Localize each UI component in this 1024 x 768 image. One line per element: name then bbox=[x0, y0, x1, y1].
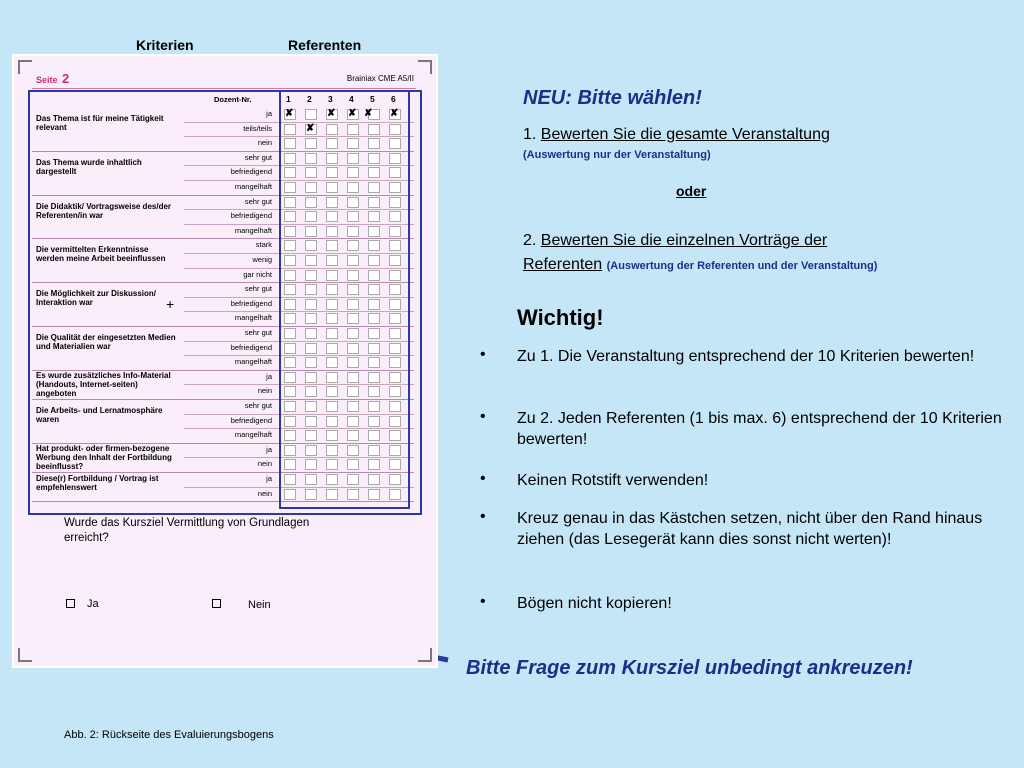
criterion-text: Die Möglichkeit zur Diskussion/ Interaktion war bbox=[36, 289, 157, 308]
instruction-item: Bögen nicht kopieren! bbox=[517, 595, 672, 612]
option-label: sehr gut bbox=[244, 328, 272, 337]
option-label: sehr gut bbox=[244, 196, 272, 206]
dozent-number: 5 bbox=[370, 94, 375, 104]
dozent-number: 3 bbox=[328, 94, 333, 104]
corner-mark bbox=[418, 60, 432, 74]
label-ja: Ja bbox=[87, 598, 99, 610]
option-label: mangelhaft bbox=[234, 182, 272, 191]
dozent-number: 6 bbox=[391, 94, 396, 104]
criterion-text: Die Arbeits- und Lernatmosphäre waren bbox=[36, 405, 163, 424]
dozent-number: 4 bbox=[349, 94, 354, 104]
option-label: ja bbox=[266, 474, 272, 483]
option-label: mangelhaft bbox=[234, 225, 272, 235]
checkbox-ja[interactable] bbox=[66, 599, 75, 608]
evaluation-form bbox=[14, 56, 436, 666]
instruction-item: Kreuz genau in das Kästchen setzen, nicht über den Rand hinaus ziehen (das Lesegerät kann dies sonst nicht werten)! bbox=[517, 510, 983, 548]
plus-mark: + bbox=[166, 296, 175, 312]
option-1: 1. Bewerten Sie die gesamte Veranstaltung bbox=[523, 126, 830, 143]
option-label: stark bbox=[255, 240, 272, 250]
criterion-text: Die Qualität der eingesetzten Medien und Materialien war bbox=[36, 332, 176, 351]
label-nein: Nein bbox=[248, 599, 271, 611]
checkbox-nein[interactable] bbox=[212, 599, 221, 608]
criterion-text: Die vermittelten Erkenntnisse werden meine Arbeit beeinflussen bbox=[36, 245, 166, 264]
instruction-item: Zu 1. Die Veranstaltung entsprechend der 10 Kriterien bewerten! bbox=[517, 348, 975, 365]
bullet-icon: • bbox=[480, 593, 486, 610]
option-label: mangelhaft bbox=[234, 430, 272, 440]
seite-label: Seite bbox=[36, 75, 58, 85]
seite-number: 2 bbox=[62, 71, 70, 86]
referenten-frame bbox=[279, 90, 410, 509]
check-mark-icon: ✘ bbox=[327, 108, 336, 119]
label-kriterien: Kriterien bbox=[136, 37, 194, 53]
check-mark-icon: ✘ bbox=[306, 122, 315, 134]
wichtig-title: Wichtig! bbox=[517, 305, 604, 330]
bullet-icon: • bbox=[480, 470, 486, 487]
option-label: befriedigend bbox=[230, 211, 272, 221]
criterion-text: Es wurde zusätzliches Info-Material (Handouts, Internet-seiten) angeboten bbox=[36, 371, 171, 399]
option-label: sehr gut bbox=[244, 401, 272, 410]
option-label: nein bbox=[257, 459, 272, 469]
check-mark-icon: ✘ bbox=[390, 108, 399, 119]
label-referenten: Referenten bbox=[288, 37, 362, 53]
option-label: nein bbox=[257, 386, 272, 396]
dozent-header: Dozent-Nr. bbox=[214, 95, 252, 104]
criterion-text: Die Didaktik/ Vortragsweise des/der Referenten/in war bbox=[36, 201, 172, 220]
check-mark-icon: ✘ bbox=[285, 108, 294, 119]
instruction-item: Zu 2. Jeden Referenten (1 bis max. 6) entsprechend der 10 Kriterien bewerten! bbox=[517, 410, 1002, 448]
figure-caption: Abb. 2: Rückseite des Evaluierungsbogens bbox=[64, 729, 274, 741]
criterion-text: Das Thema ist für meine Tätigkeit relevant bbox=[36, 113, 164, 132]
dozent-number: 2 bbox=[307, 94, 312, 104]
option-label: sehr gut bbox=[244, 152, 272, 162]
criterion-text: Diese(r) Fortbildung / Vortrag ist empfehlenswert bbox=[36, 473, 159, 492]
option-label: befriedigend bbox=[230, 298, 272, 308]
criterion-text: Das Thema wurde inhaltlich dargestellt bbox=[36, 157, 142, 176]
bottom-message: Bitte Frage zum Kursziel unbedingt ankreuzen! bbox=[466, 657, 913, 679]
option-label: befriedigend bbox=[230, 415, 272, 425]
oder-label: oder bbox=[676, 183, 707, 199]
dozent-number: 1 bbox=[286, 94, 291, 104]
bullet-icon: • bbox=[480, 508, 486, 525]
option-label: nein bbox=[257, 138, 272, 148]
option-label: nein bbox=[257, 488, 272, 498]
option-label: mangelhaft bbox=[234, 357, 272, 367]
option-label: wenig bbox=[252, 255, 272, 264]
option-label: befriedigend bbox=[230, 167, 272, 177]
option-label: teils/teils bbox=[243, 123, 272, 133]
option-label: sehr gut bbox=[244, 284, 272, 294]
check-mark-icon: ✘ bbox=[364, 108, 373, 119]
option-label: ja bbox=[266, 444, 272, 454]
option-2-line1: 2. Bewerten Sie die einzelnen Vorträge der bbox=[523, 232, 828, 249]
check-mark-icon: ✘ bbox=[348, 108, 357, 119]
neu-title: NEU: Bitte wählen! bbox=[523, 87, 702, 109]
corner-mark bbox=[418, 648, 432, 662]
option-label: ja bbox=[266, 371, 272, 381]
brand-label: Brainiax CME A5/II bbox=[346, 74, 414, 83]
corner-mark bbox=[18, 60, 32, 74]
option-label: mangelhaft bbox=[234, 313, 272, 323]
bullet-icon: • bbox=[480, 408, 486, 425]
instruction-item: Keinen Rotstift verwenden! bbox=[517, 472, 709, 489]
option-label: befriedigend bbox=[230, 342, 272, 352]
form-header bbox=[32, 70, 416, 89]
option-2-line2: Referenten (Auswertung der Referenten und der Veranstaltung) bbox=[523, 256, 878, 273]
kursziel-question: Wurde das Kursziel Vermittlung von Grundlagen erreicht? bbox=[64, 517, 310, 544]
option-label: gar nicht bbox=[243, 269, 272, 279]
option-label: ja bbox=[266, 109, 272, 118]
bullet-icon: • bbox=[480, 346, 486, 363]
criterion-text: Hat produkt- oder firmen-bezogene Werbung den Inhalt der Fortbildung beeinflusst? bbox=[36, 444, 172, 472]
option-1-note: (Auswertung nur der Veranstaltung) bbox=[523, 149, 711, 161]
corner-mark bbox=[18, 648, 32, 662]
